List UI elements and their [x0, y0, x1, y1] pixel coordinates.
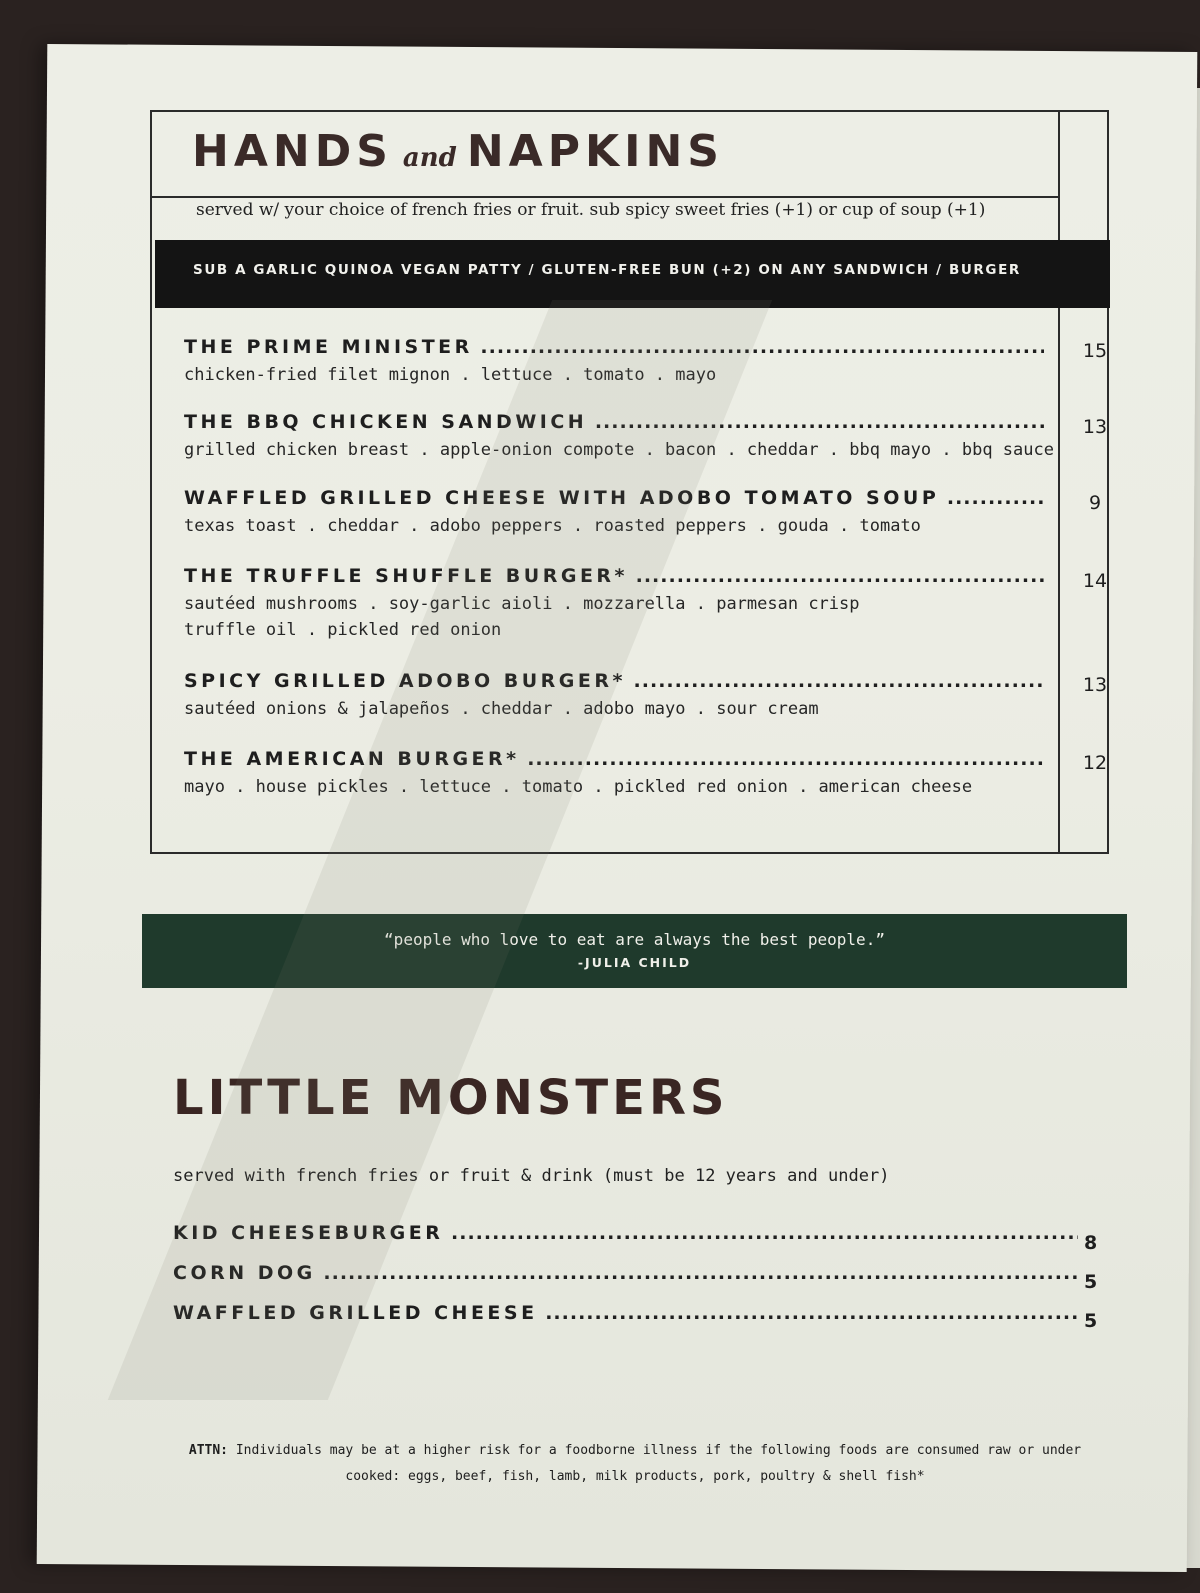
menu-item: [184, 336, 1044, 388]
price-column-divider: [1058, 110, 1060, 852]
quote-banner: [142, 914, 1127, 988]
title-hands: HANDS: [192, 126, 393, 177]
allergen-notice: [155, 1438, 1115, 1490]
attn-line1: Individuals may be at a higher risk for a foodborne illness if the following foods are consumed raw or under: [235, 1443, 1082, 1458]
menu-item: [184, 487, 1044, 539]
item-description: grilled chicken breast . apple-onion compote . bacon . cheddar . bbq mayo . bbq sauce: [184, 440, 1054, 460]
title-napkins: NAPKINS: [466, 126, 724, 177]
item-description: chicken-fried filet mignon . lettuce . tomato . mayo: [184, 365, 717, 385]
hands-served-note: served w/ your choice of french fries or fruit. sub spicy sweet fries (+1) or cup of soup (+1): [196, 200, 986, 220]
sub-banner-text: SUB A GARLIC QUINOA VEGAN PATTY / GLUTEN-FREE BUN (+2) ON ANY SANDWICH / BURGER: [193, 262, 1021, 278]
item-description: texas toast . cheddar . adobo peppers . roasted peppers . gouda . tomato: [184, 516, 921, 536]
item-price: 15: [1082, 340, 1108, 362]
sub-banner: [155, 240, 1110, 308]
menu-item: [184, 670, 1044, 722]
menu-item: [184, 411, 1054, 463]
kid-item-name: KID CHEESEBURGER .....: [173, 1222, 1078, 1244]
kid-item-name: WAFFLED GRILLED CHEESE .....: [173, 1302, 1078, 1324]
item-price: 12: [1082, 752, 1108, 774]
little-monsters-title: LITTLE MONSTERS: [173, 1070, 729, 1126]
hands-title-row: [150, 110, 1060, 198]
kid-item-price: 5: [1084, 1310, 1098, 1332]
item-description-line2: truffle oil . pickled red onion: [184, 620, 502, 640]
hands-section-title: [192, 126, 724, 177]
item-name: SPICY GRILLED ADOBO BURGER* .....: [184, 670, 1044, 692]
quote-text: “people who love to eat are always the best people.”: [384, 930, 885, 949]
item-name: THE BBQ CHICKEN SANDWICH .....: [184, 411, 1044, 433]
item-price: 13: [1082, 416, 1108, 438]
item-price: 9: [1088, 492, 1102, 514]
menu-item: [184, 748, 1044, 800]
hands-section-box: [150, 110, 1109, 854]
kid-item-name: CORN DOG .....: [173, 1262, 1078, 1284]
item-description: sautéed onions & jalapeños . cheddar . adobo mayo . sour cream: [184, 699, 819, 719]
item-price: 13: [1082, 674, 1108, 696]
item-price: 14: [1082, 570, 1108, 592]
menu-item: [184, 565, 1044, 643]
item-name: THE AMERICAN BURGER* .....: [184, 748, 1044, 770]
attn-label: ATTN:: [188, 1443, 229, 1458]
item-name: THE TRUFFLE SHUFFLE BURGER* .....: [184, 565, 1044, 587]
item-name: WAFFLED GRILLED CHEESE WITH ADOBO TOMATO SOUP .....: [184, 487, 1044, 509]
item-name: THE PRIME MINISTER .....: [184, 336, 1044, 358]
item-description: sautéed mushrooms . soy-garlic aioli . mozzarella . parmesan crisp: [184, 594, 860, 614]
quote-author: -JULIA CHILD: [577, 955, 692, 970]
kid-item-price: 8: [1084, 1232, 1098, 1254]
title-and: and: [402, 143, 457, 173]
kid-item-price: 5: [1084, 1271, 1098, 1293]
item-description: mayo . house pickles . lettuce . tomato . pickled red onion . american cheese: [184, 777, 973, 797]
attn-line2: cooked: eggs, beef, fish, lamb, milk products, pork, poultry & shell fish*: [345, 1469, 925, 1484]
little-monsters-served-note: served with french fries or fruit & drink (must be 12 years and under): [173, 1166, 890, 1186]
